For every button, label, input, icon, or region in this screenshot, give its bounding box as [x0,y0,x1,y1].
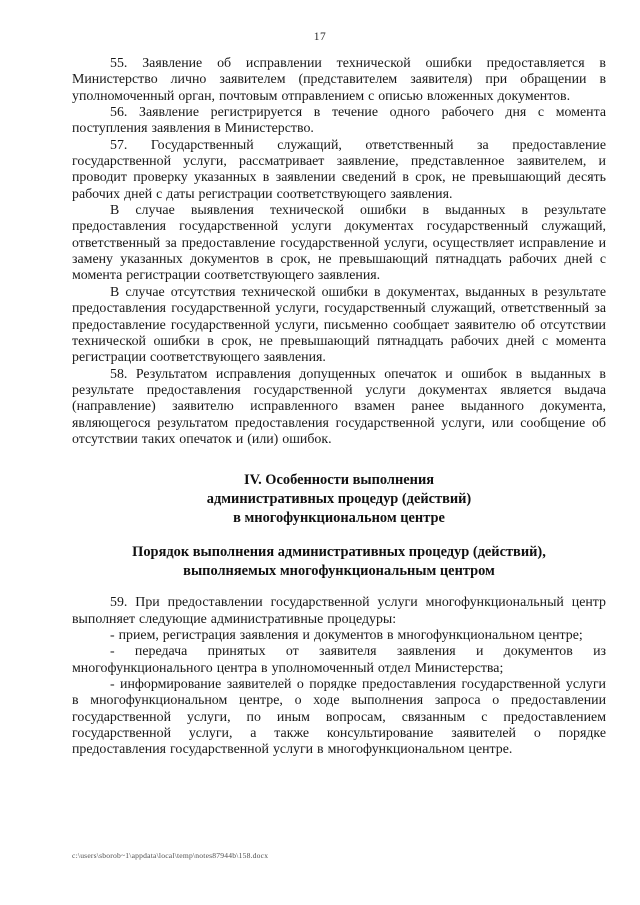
paragraph-59-item-transfer: - передача принятых от заявителя заявления и документов из многофункционального центра в уполномоченный отдел Министерства; [72,644,606,676]
section-heading-line-2: административных процедур (действий) [206,491,472,508]
footer-file-path: c:\users\sborob~1\appdata\local\temp\notes87944b\158.docx [72,851,269,860]
section-heading-line-3: в многофункциональном центре [233,510,445,527]
document-content [72,56,606,759]
paragraph-56: 56. Заявление регистрируется в течение одного рабочего дня с момента поступления заявления в Министерство. [72,105,606,137]
page-number: 17 [313,31,327,43]
section-heading-iv [72,471,606,528]
paragraph-58: 58. Результатом исправления допущенных опечаток и ошибок в выданных в результате предоставления государственной услуги документах является выдача (направление) заявителю исправленного взамен ранее выданного документа, являющегося результатом предоставления государственной услуги, или сообщение об отсутствии таких опечаток и (или) ошибок. [72,366,606,447]
paragraph-57-case-found: В случае выявления технической ошибки в выданных в результате предоставления государственной услуги документах государственный служащий, ответственный за предоставление государственной услуги, осуществляет исправление и замену указанных документов в срок, не превышающий пятнадцать рабочих дней с момента регистрации соответствующего заявления. [72,203,606,284]
paragraph-59: 59. При предоставлении государственной услуги многофункциональный центр выполняет следующие административные процедуры: [72,595,606,627]
paragraph-59-item-reception: - прием, регистрация заявления и документов в многофункциональном центре; [110,627,583,643]
paragraph-57-case-absent: В случае отсутствия технической ошибки в документах, выданных в результате предоставления государственной услуги, государственный служащий, ответственный за предоставление государственной услуги, письменно сообщает заявителю об отсутствии технической ошибки в срок, не превышающий пятнадцать рабочих дней с момента регистрации соответствующего заявления. [72,284,606,366]
sub-heading-line-2: выполняемых многофункциональным центром [183,563,495,580]
paragraph-57: 57. Государственный служащий, ответственный за предоставление государственной услуги, рассматривает заявление, представленное заявителем, и проводит проверку указанных в заявлении сведений в срок, не превышающий десять рабочих дней с даты регистрации соответствующего заявления. [72,137,606,202]
section-heading-line-1: IV. Особенности выполнения [243,472,435,489]
paragraph-59-item-informing: - информирование заявителей о порядке предоставления государственной услуги в многофункциональном центре, о ходе выполнения запроса о предоставлении государственной услуги, по иным вопросам, связанным с предоставлением государственной услуги, а также консультирование заявителей о порядке предоставления государственной услуги в многофункциональном центре. [72,676,606,758]
paragraph-55: 55. Заявление об исправлении технической ошибки предоставляется в Министерство лично заявителем (представителем заявителя) при обращении в уполномоченный орган, почтовым отправлением с описью вложенных документов. [72,56,606,104]
sub-heading-line-1: Порядок выполнения административных процедур (действий), [132,544,546,561]
sub-heading-mfc-order [72,543,606,581]
